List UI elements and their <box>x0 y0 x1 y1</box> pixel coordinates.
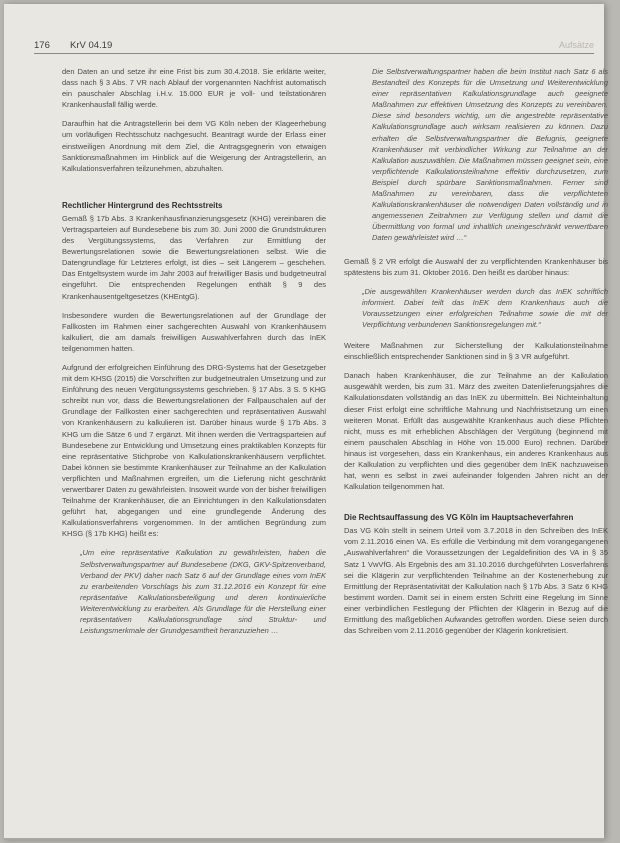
section-label: Aufsätze <box>558 40 594 50</box>
paragraph: Danach haben Krankenhäuser, die zur Teilnahme an der Kalkulation ausgewählt werden, bis zum 31. März des zweiten Datenlieferungsjahres die Kalkulationsdaten vollständig an das InEK zu übermitteln. Bei Nichteinhaltung dieser Frist erfolgt eine schriftliche Mahnung und Nachfristsetzung um einen weiteren Monat. Erfüllt das ausgewählte Krankenhaus auch diese Pflichten nicht, muss es mit erheblichen Abschlägen der Vergütung (beginnend mit einem pauschalen Abschlag in Höhe von 15.000 Euro) rechnen. Darüber hinaus ist vorgesehen, dass ein Krankenhaus, ein anderes Krankenhaus aus der Kalkulation zu verpflichten und dies gegenüber dem InEK nachzuweisen hat, wenn es selbst in zwei aufeinander folgenden Jahren nicht an der Kalkulation teilgenommen hat. <box>344 371 608 492</box>
block-quote: „Um eine repräsentative Kalkulation zu gewährleisten, haben die Selbstverwaltungspartner auf Bundesebene (DKG, GKV-Spitzenverband, Verband der PKV) daher nach Satz 6 auf der Grundlage eines vom InEK zu erarbeitenden Vorschlags bis zum 31.12.2016 ein Konzept für eine repräsentative Kalkulationsbeteiligung und deren kontinuierliche Weiterentwicklung zu erarbeiten. Als Grundlage für die Herstellung einer repräsentativen Kalkulationsgrundlage sind Struktur- und Leistungsmerkmale der Grundgesamtheit heranzuziehen … <box>80 548 326 636</box>
block-quote: „Die ausgewählten Krankenhäuser werden durch das InEK schriftlich informiert. Dabei teilt das InEK dem Krankenhaus auch die Voraussetzungen einer erfolgreichen Teilnahme sowie die mit der Verpflichtung verbundenen Sanktionsregelungen mit.“ <box>362 286 608 329</box>
paragraph: Das VG Köln stellt in seinem Urteil vom 3.7.2018 in den Schreiben des InEK vom 2.11.2016 einen VA. Es erfülle die Verbindung mit dem vorangegangenen „Auswahlverfahren“ die Voraussetzungen der Legaldefinition des VA in § 35 Satz 1 VwVfG. Als Ergebnis des am 31.10.2016 durchgeführten Losverfahrens sei die Klägerin zur verpflichtenden Teilnahme an der Kostenerhebung zur Ermittlung der Repräsentativität der Kalkulation nach § 17b Abs. 3 Satz 6 KHG bestimmt worden. Damit sei in einem ersten Schritt eine Regelung im Sinne einer verbindlichen Festlegung der Pflichten der Klägerin in Bezug auf die Ermittlung des maßgeblichen Aufwandes getroffen worden. Diese seien durch das Schreiben vom 2.11.2016 gegenüber der Klägerin konkretisiert. <box>344 526 608 636</box>
paragraph: Aufgrund der erfolgreichen Einführung des DRG-Systems hat der Gesetzgeber mit dem KHSG (2015) die Vorschriften zur budgetneutralen Umsetzung und zur Einführung des neuen Vergütungssystems geschrieben. § 17 Abs. 3 S. 5 KHG schreibt nun vor, dass die Bewertungsrelationen der Fallpauschalen auf der Grundlage der Fallkosten einer sachgerechten und repräsentativen Auswahl von Krankenhäusern zu kalkulieren ist. Darüber hinaus wurde § 17b Abs. 3 KHG um die Sätze 6 und 7 ergänzt. Mit ihnen werden die Vertragsparteien auf Bundesebene zur Entwicklung und Umsetzung eines praktikablen Konzepts für eine repräsentative Stichprobe von Kalkulationskrankenhäusern verpflichtet. Dabei können sie bestimmte Krankenhäuser zur Teilnahme an der Kalkulation verpflichten und Maßnahmen ergreifen, um die Lieferung nicht geschränkt verwertbarer Daten zu gewährleisten. Insoweit wurde von der bisher freiwilligen Teilnahme der Krankenhäuser, die an Einrichtungen in den Kalkulationsdaten geführt hat, abgegangen und eine grundlegende Änderung des Kalkulationsverfahrens vorgenommen. In der amtlichen Begründung zum KHSG (§ 17b KHG) heißt es: <box>62 362 326 539</box>
paragraph: Insbesondere wurden die Bewertungsrelationen auf der Grundlage der Fallkosten im Rahmen einer sachgerechten Auswahl von Krankenhäusern kalkuliert, die am damals freiwilligen Auswahlverfahren durch das InEK teilgenommen hatten. <box>62 310 326 353</box>
header-rule <box>34 53 594 54</box>
section-heading: Die Rechtsauffassung des VG Köln im Hauptsacheverfahren <box>344 513 574 523</box>
left-column <box>62 66 326 646</box>
section-heading: Rechtlicher Hintergrund des Rechtsstreits <box>62 200 223 210</box>
right-column <box>344 66 608 644</box>
paragraph: Weitere Maßnahmen zur Sicherstellung der Kalkulationsteilnahme einschließlich entsprechender Sanktionen sind in § 3 VR aufgeführt. <box>344 341 608 362</box>
page-number: 176 <box>34 40 50 51</box>
paragraph: Gemäß § 17b Abs. 3 Krankenhausfinanzierungsgesetz (KHG) vereinbaren die Vertragsparteien auf Bundesebene bis zum 30. Juni 2000 die Grundstrukturen des Vergütungssystems, das Verfahren zur Ermittlung der Bewertungsrelationen sowie die Bewertungsrelationen selbst. Wie die Datengrundlage für Letzteres erfolgt, ist dies – seit Längerem – geschehen. Das Entgeltsystem wurde im Jahr 2003 auf freiwilliger Basis und budgetneutral eingeführt. Die entsprechenden Regelungen enthält § 9 des Krankenhausentgeltgesetzes (KHEntgG). <box>62 213 326 301</box>
paragraph: den Daten an und setze ihr eine Frist bis zum 30.4.2018. Sie erklärte weiter, dass nach § 3 Abs. 7 VR nach Ablauf der vorgenannten Nachfrist automatisch ein pauschaler Abschlag i.H.v. 15.000 EUR je voll- und teilstationären Krankenhausfall fällig werde. <box>62 67 326 110</box>
page-header <box>34 40 594 54</box>
paragraph: Daraufhin hat die Antragstellerin bei dem VG Köln neben der Klageerhebung um vorläufigen Rechtsschutz nachgesucht. Beantragt wurde der Erlass einer einstweiligen Anordnung mit dem Ziel, die Antragsgegnerin von etwaigen Sanktionsmaßnahmen im Hinblick auf die Weigerung der Antragstellerin, an Kalkulationsverfahren teilzunehmen, abzuhalten. <box>62 119 326 173</box>
block-quote: Die Selbstverwaltungspartner haben die beim Institut nach Satz 6 als Bestandteil des Konzepts für die Umsetzung und Weiterentwicklung einer repräsentativen Kalkulationsgrundlage auch geeignete Maßnahmen zur effektiven Umsetzung des Konzepts zu vereinbaren. Diese sind besonders wichtig, um die angestrebte repräsentative Kalkulationsgrundlage auch wirksam realisieren zu können. Dazu erhalten die Selbstverwaltungspartner die Befugnis, geeignete Krankenhäuser mit verbindlicher Wirkung zur Teilnahme an der Kalkulation auszuwählen. Die Maßnahmen müssen geeignet sein, eine verpflichtende Kalkulationsteilnahme effektiv durchzusetzen, zum Beispiel durch spürbare Sanktionsmaßnahmen. Ferner sind Maßnahmen zu vereinbaren, dass die verpflichteten Kalkulationskrankenhäuser die notwendigen Daten vollständig und in angemessenen Zeitrahmen zur Verfügung stellen und damit die Übermittlung von formal und inhaltlich uneingeschränkt verwertbaren Daten gewährleistet wird …“ <box>372 67 608 243</box>
journal-name: KrV 04.19 <box>70 40 113 51</box>
page-edge <box>4 838 604 840</box>
journal-page <box>4 4 608 840</box>
paragraph: Gemäß § 2 VR erfolgt die Auswahl der zu verpflichtenden Krankenhäuser bis spätestens bis zum 31. Oktober 2016. Den heißt es darüber hinaus: <box>344 256 608 277</box>
